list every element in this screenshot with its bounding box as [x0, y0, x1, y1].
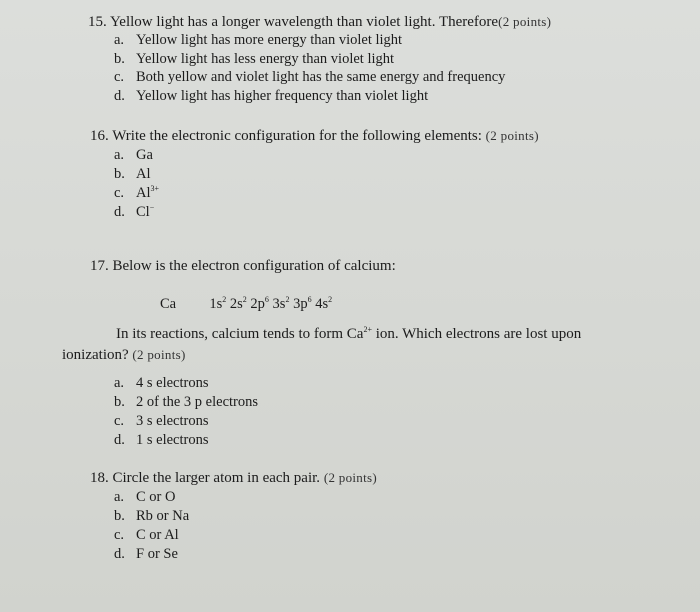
q17-option-c: c. 3 s electrons [114, 413, 209, 429]
question-18 [90, 468, 377, 488]
calcium-configuration: Ca $1s^2$ $2s^2$ $2p^6$ $3s^2$ $3p^6$ $4s^2$ [160, 295, 333, 312]
q17-option-d: d. 1 s electrons [114, 432, 209, 448]
q15-option-b: b. Yellow light has less energy than violet light [114, 51, 395, 67]
q16-option-a: a. Ga [114, 147, 153, 163]
q16-option-d: d. Cl− [114, 203, 155, 220]
question-points: (2 points) [485, 128, 539, 143]
q15-option-c: c. Both yellow and violet light has the same energy and frequency [114, 69, 506, 85]
question-text: Circle the larger atom in each pair. [112, 470, 321, 486]
question-15 [88, 12, 551, 32]
q18-option-c: c. C or Al [114, 527, 179, 543]
question-text: Below is the electron configuration of calcium: [112, 258, 396, 274]
question-text: Yellow light has a longer wavelength than violet light. Therefore [109, 14, 499, 30]
question-16 [90, 126, 539, 146]
question-number: 16. [90, 128, 109, 144]
question-number: 15. [88, 14, 107, 30]
question-points: (2 points) [323, 470, 378, 485]
element-symbol: Ca [160, 296, 177, 312]
q18-option-b: b. Rb or Na [114, 508, 190, 524]
question-text: Write the electronic configuration for the following elements: [112, 128, 482, 144]
q16-option-c: c. $Al^{3+}$ [114, 184, 160, 201]
question-17 [90, 257, 396, 276]
q18-option-a: a. C or O [114, 489, 176, 505]
question-points: (2 points) [498, 14, 552, 29]
q15-option-a: a. Yellow light has more energy than violet light [114, 32, 403, 48]
q18-option-d: d. F or Se [114, 546, 178, 562]
question-number: 17. [90, 258, 109, 274]
q17-paragraph-line1: In its reactions, calcium tends to form $Ca^{2+}$ ion. Which electrons are lost upon [116, 325, 582, 342]
q17-option-a: a. 4 s electrons [114, 375, 209, 391]
q16-option-b: b. Al [114, 166, 151, 182]
q17-paragraph-line2: ionization? (2 points) [62, 347, 186, 363]
question-number: 18. [90, 470, 109, 486]
q17-option-b: b. 2 of the 3 p electrons [114, 394, 259, 410]
q15-option-d: d. Yellow light has higher frequency than violet light [114, 88, 429, 104]
question-points: (2 points) [132, 347, 186, 362]
